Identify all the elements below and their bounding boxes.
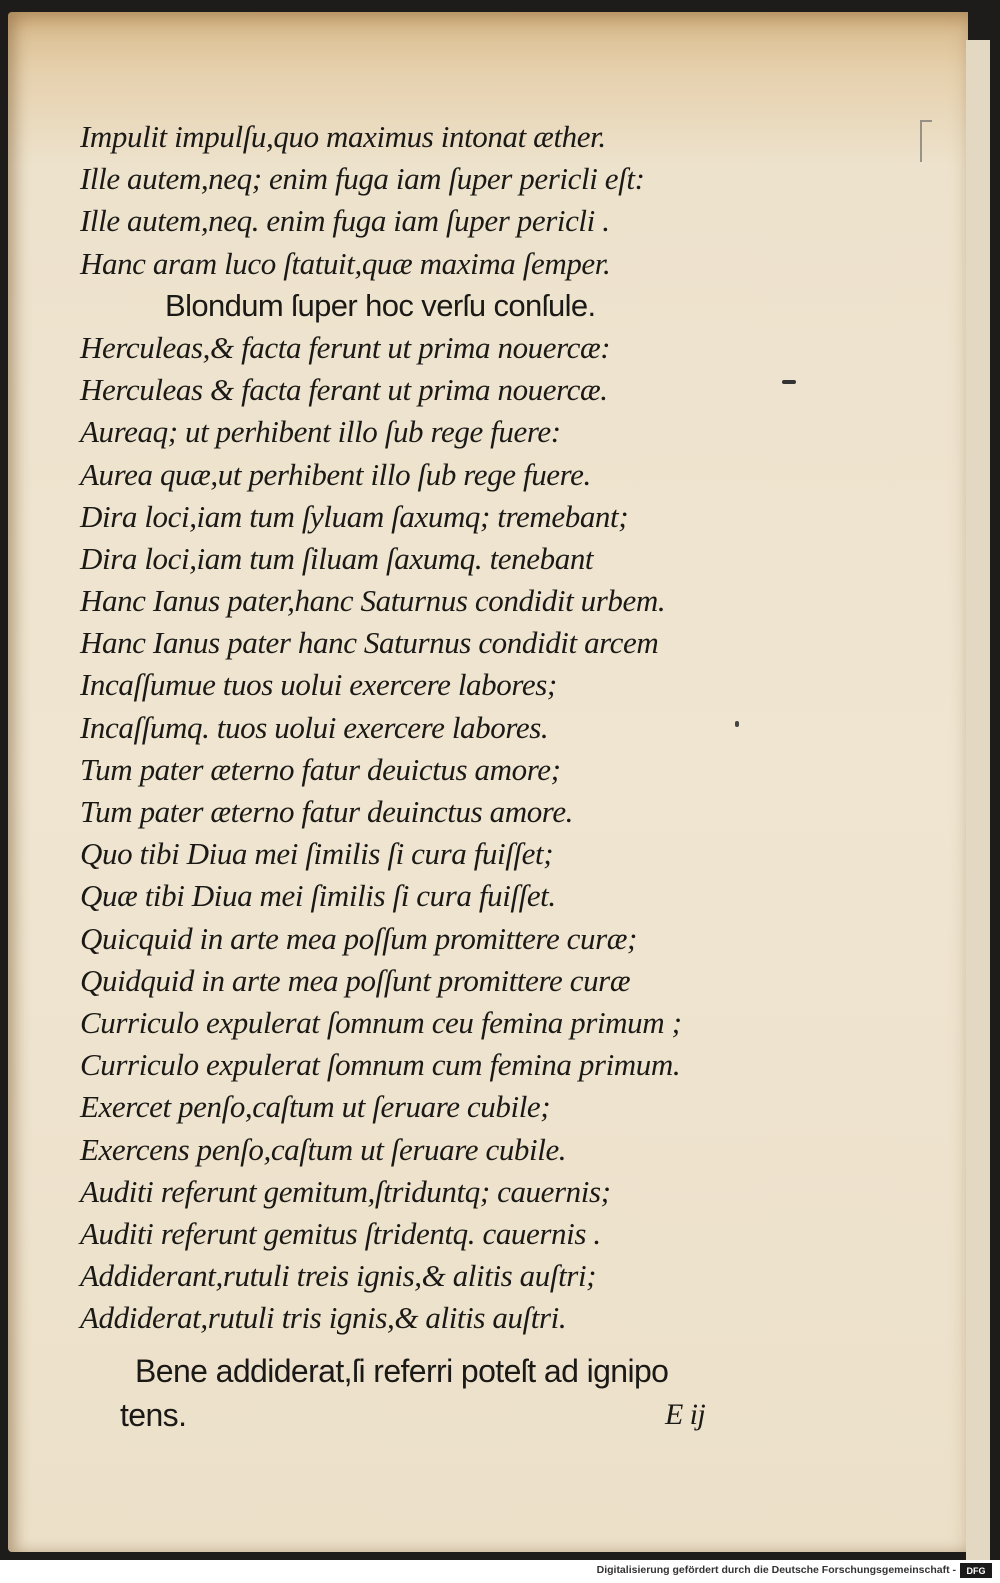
signature-mark: E ij — [665, 1398, 706, 1432]
verse-line: Incaſſumq. tuos uolui exercere labores. — [80, 709, 549, 745]
digitization-footer — [0, 1560, 1000, 1583]
dfg-logo: DFG — [960, 1563, 992, 1578]
verse-line: Herculeas & facta ferant ut prima nouercæ. — [80, 372, 608, 408]
verse-line: Quæ tibi Diua mei ſimilis ſi cura fuiſſet. — [80, 878, 556, 914]
commentary-note-end: tens. — [120, 1397, 187, 1434]
footer-credit: Digitalisierung gefördert durch die Deutsche Forschungsgemeinschaft - — [596, 1564, 956, 1576]
commentary-note-continuation — [80, 1393, 840, 1437]
verse-line: Ille autem,neq; enim fuga iam ſuper pericli eſt: — [80, 161, 645, 197]
verse-line: Auditi referunt gemitum,ſtriduntq; cauernis; — [80, 1173, 611, 1209]
verse-line: Ille autem,neq. enim fuga iam ſuper pericli . — [80, 203, 610, 239]
commentary-heading: Blondum ſuper hoc verſu conſule. — [165, 287, 596, 323]
verse-line: Quicquid in arte mea poſſum promittere curæ; — [80, 920, 637, 956]
verse-line: Addiderat,rutuli tris ignis,& alitis auſtri. — [80, 1300, 567, 1336]
verse-line: Hanc Ianus pater,hanc Saturnus condidit urbem. — [80, 583, 666, 619]
verse-line: Tum pater æterno fatur deuinctus amore. — [80, 794, 574, 829]
verse-line: Herculeas,& facta ferunt ut prima nouercæ: — [80, 329, 611, 365]
verse-line: Dira loci,iam tum ſyluam ſaxumq; tremebant; — [80, 498, 629, 534]
verse-line: Addiderant,rutuli treis ignis,& alitis auſtri; — [80, 1258, 597, 1294]
verse-line: Quidquid in arte mea poſſunt promittere curæ — [80, 962, 631, 998]
page-corner-mark — [920, 120, 932, 162]
verse-line: Impulit impulſu,quo maximus intonat æther. — [80, 119, 606, 154]
page-text-block — [80, 116, 840, 1437]
verse-line: Dira loci,iam tum ſiluam ſaxumq. tenebant — [80, 540, 594, 576]
verse-line: Curriculo expulerat ſomnum ceu femina primum ; — [80, 1004, 682, 1040]
verse-line: Aurea quæ,ut perhibent illo ſub rege fuere. — [80, 456, 591, 492]
verse-line: Curriculo expulerat ſomnum cum femina primum. — [80, 1047, 681, 1083]
verse-line: Incaſſumue tuos uolui exercere labores; — [80, 667, 557, 703]
commentary-note: Bene addiderat,ſi referri poteſt ad ignipo — [135, 1353, 669, 1390]
verse-line: Quo tibi Diua mei ſimilis ſi cura fuiſſet; — [80, 836, 554, 872]
verse-line: Aureaq; ut perhibent illo ſub rege fuere: — [80, 414, 561, 450]
verse-line: Hanc Ianus pater hanc Saturnus condidit arcem — [80, 625, 659, 661]
verse-line: Exercet penſo,caſtum ut ſeruare cubile; — [80, 1089, 551, 1125]
book-page — [8, 12, 968, 1552]
verse-line: Auditi referunt gemitus ſtridentq. cauernis . — [80, 1215, 601, 1251]
verse-line: Hanc aram luco ſtatuit,quæ maxima ſemper. — [80, 245, 611, 281]
verse-line: Exercens penſo,caſtum ut ſeruare cubile. — [80, 1131, 567, 1167]
verse-line: Tum pater æterno fatur deuictus amore; — [80, 751, 561, 787]
adjacent-page-edge — [966, 40, 990, 1560]
